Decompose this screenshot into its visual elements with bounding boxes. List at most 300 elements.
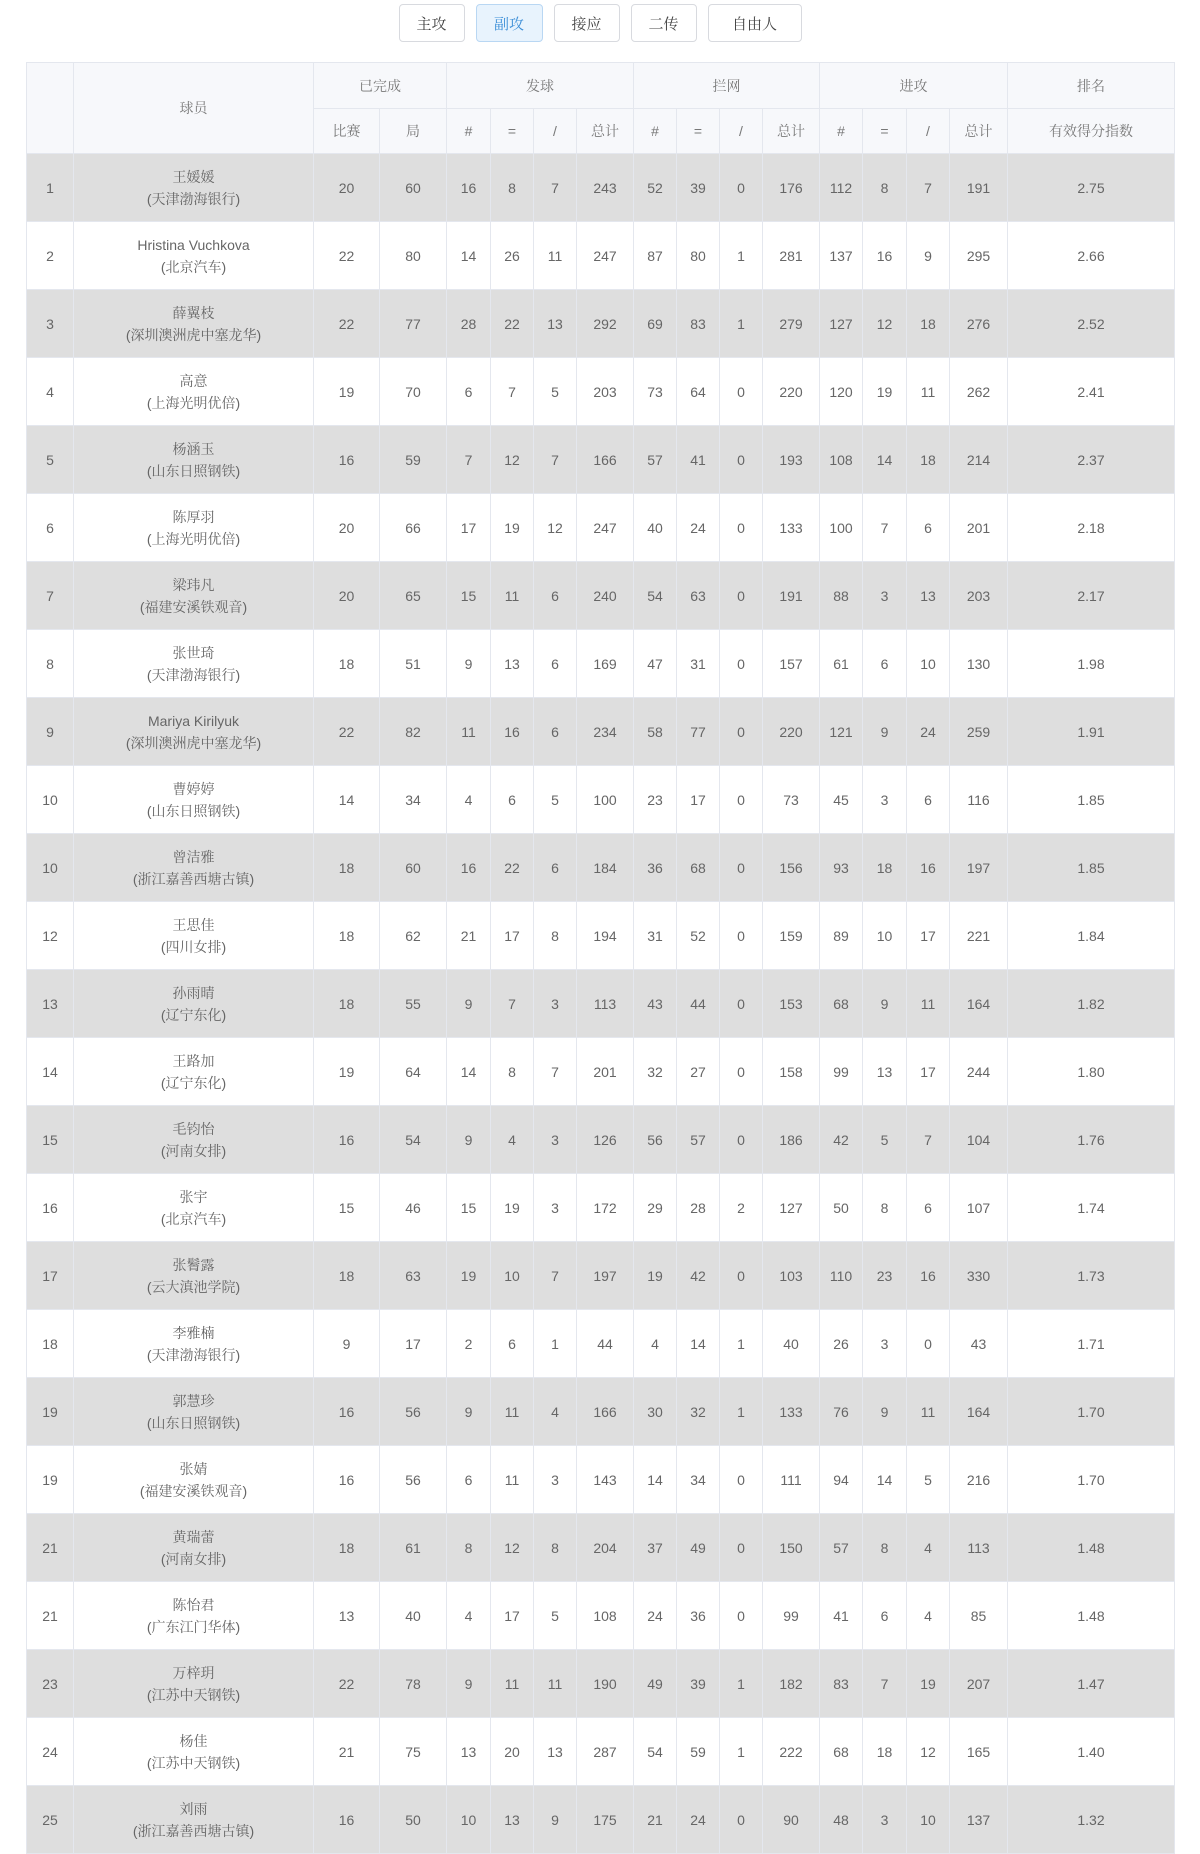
block-slash-cell: 0 [720, 358, 763, 426]
serve-total-cell: 201 [577, 1038, 634, 1106]
attack-slash-cell: 5 [907, 1446, 950, 1514]
block-total-cell: 176 [763, 154, 820, 222]
block-total-cell: 40 [763, 1310, 820, 1378]
attack-total-cell: 262 [950, 358, 1008, 426]
player-cell [74, 154, 314, 222]
header-efficiency-index: 有效得分指数 [1008, 109, 1175, 154]
attack-slash-cell: 12 [907, 1718, 950, 1786]
serve-slash-cell: 13 [534, 1718, 577, 1786]
matches-cell: 19 [314, 1038, 380, 1106]
rank-cell: 8 [27, 630, 74, 698]
serve-slash-cell: 13 [534, 290, 577, 358]
serve-total-cell: 113 [577, 970, 634, 1038]
block-hash-cell: 69 [634, 290, 677, 358]
attack-eq-cell: 8 [863, 154, 907, 222]
block-slash-cell: 0 [720, 494, 763, 562]
block-eq-cell: 24 [677, 1786, 720, 1854]
rank-cell: 10 [27, 766, 74, 834]
player-team: (江苏中天钢铁) [146, 1754, 241, 1771]
serve-slash-cell: 12 [534, 494, 577, 562]
player-name: 高意 [179, 372, 208, 389]
matches-cell: 20 [314, 494, 380, 562]
attack-total-cell: 216 [950, 1446, 1008, 1514]
table-row [27, 1718, 1175, 1786]
attack-hash-cell: 100 [820, 494, 863, 562]
attack-eq-cell: 14 [863, 1446, 907, 1514]
rank-cell: 21 [27, 1582, 74, 1650]
player-cell [74, 426, 314, 494]
efficiency-index-cell: 2.52 [1008, 290, 1175, 358]
serve-hash-cell: 8 [447, 1514, 491, 1582]
rank-cell: 3 [27, 290, 74, 358]
serve-hash-cell: 6 [447, 358, 491, 426]
rank-cell: 4 [27, 358, 74, 426]
player-team: (上海光明优倍) [146, 530, 241, 547]
serve-eq-cell: 22 [491, 290, 534, 358]
block-slash-cell: 0 [720, 1038, 763, 1106]
sets-cell: 40 [380, 1582, 447, 1650]
serve-eq-cell: 12 [491, 426, 534, 494]
serve-slash-cell: 3 [534, 1174, 577, 1242]
matches-cell: 15 [314, 1174, 380, 1242]
attack-slash-cell: 7 [907, 154, 950, 222]
tab-outside-hitter[interactable]: 主攻 [399, 4, 465, 42]
serve-slash-cell: 6 [534, 698, 577, 766]
tab-opposite[interactable]: 接应 [554, 4, 620, 42]
serve-slash-cell: 8 [534, 902, 577, 970]
sets-cell: 63 [380, 1242, 447, 1310]
sets-cell: 46 [380, 1174, 447, 1242]
block-eq-cell: 36 [677, 1582, 720, 1650]
attack-total-cell: 104 [950, 1106, 1008, 1174]
block-eq-cell: 28 [677, 1174, 720, 1242]
block-total-cell: 159 [763, 902, 820, 970]
rank-cell: 23 [27, 1650, 74, 1718]
attack-hash-cell: 93 [820, 834, 863, 902]
attack-eq-cell: 9 [863, 698, 907, 766]
attack-total-cell: 137 [950, 1786, 1008, 1854]
efficiency-index-cell: 1.82 [1008, 970, 1175, 1038]
serve-total-cell: 194 [577, 902, 634, 970]
player-cell [74, 1174, 314, 1242]
player-cell [74, 1786, 314, 1854]
matches-cell: 14 [314, 766, 380, 834]
block-slash-cell: 0 [720, 970, 763, 1038]
matches-cell: 9 [314, 1310, 380, 1378]
matches-cell: 22 [314, 698, 380, 766]
matches-cell: 20 [314, 154, 380, 222]
attack-total-cell: 197 [950, 834, 1008, 902]
header-serve-slash: / [534, 109, 577, 154]
attack-eq-cell: 3 [863, 1786, 907, 1854]
serve-hash-cell: 15 [447, 562, 491, 630]
efficiency-index-cell: 2.41 [1008, 358, 1175, 426]
attack-slash-cell: 10 [907, 630, 950, 698]
block-eq-cell: 17 [677, 766, 720, 834]
attack-eq-cell: 13 [863, 1038, 907, 1106]
serve-total-cell: 126 [577, 1106, 634, 1174]
tab-middle-blocker[interactable]: 副攻 [476, 4, 543, 42]
serve-slash-cell: 5 [534, 1582, 577, 1650]
player-team: (福建安溪铁观音) [139, 1482, 248, 1499]
rank-cell: 2 [27, 222, 74, 290]
player-name: 薛翼枝 [172, 304, 215, 321]
block-slash-cell: 0 [720, 834, 763, 902]
stats-table-body [27, 154, 1175, 1854]
block-eq-cell: 63 [677, 562, 720, 630]
player-name: 曾洁雅 [172, 848, 215, 865]
efficiency-index-cell: 1.73 [1008, 1242, 1175, 1310]
attack-eq-cell: 8 [863, 1514, 907, 1582]
attack-hash-cell: 57 [820, 1514, 863, 1582]
serve-hash-cell: 21 [447, 902, 491, 970]
serve-eq-cell: 17 [491, 902, 534, 970]
serve-slash-cell: 5 [534, 766, 577, 834]
block-total-cell: 127 [763, 1174, 820, 1242]
attack-eq-cell: 10 [863, 902, 907, 970]
serve-eq-cell: 11 [491, 1650, 534, 1718]
attack-eq-cell: 5 [863, 1106, 907, 1174]
serve-eq-cell: 7 [491, 358, 534, 426]
player-team: (上海光明优倍) [146, 394, 241, 411]
attack-total-cell: 295 [950, 222, 1008, 290]
efficiency-index-cell: 2.37 [1008, 426, 1175, 494]
matches-cell: 13 [314, 1582, 380, 1650]
block-eq-cell: 52 [677, 902, 720, 970]
attack-eq-cell: 8 [863, 1174, 907, 1242]
sets-cell: 34 [380, 766, 447, 834]
serve-total-cell: 166 [577, 1378, 634, 1446]
sets-cell: 62 [380, 902, 447, 970]
player-team: (深圳澳洲虎中塞龙华) [125, 326, 262, 343]
player-team: (广东江门华体) [146, 1618, 241, 1635]
player-cell [74, 358, 314, 426]
attack-slash-cell: 24 [907, 698, 950, 766]
block-hash-cell: 73 [634, 358, 677, 426]
sets-cell: 60 [380, 834, 447, 902]
block-slash-cell: 0 [720, 426, 763, 494]
player-cell [74, 834, 314, 902]
player-cell [74, 1106, 314, 1174]
sets-cell: 55 [380, 970, 447, 1038]
block-total-cell: 90 [763, 1786, 820, 1854]
rank-cell: 10 [27, 834, 74, 902]
serve-slash-cell: 3 [534, 1106, 577, 1174]
matches-cell: 16 [314, 1106, 380, 1174]
block-eq-cell: 59 [677, 1718, 720, 1786]
header-player: 球员 [74, 63, 314, 154]
block-slash-cell: 0 [720, 1446, 763, 1514]
serve-hash-cell: 9 [447, 1378, 491, 1446]
serve-hash-cell: 15 [447, 1174, 491, 1242]
serve-eq-cell: 7 [491, 970, 534, 1038]
matches-cell: 18 [314, 1514, 380, 1582]
header-attack-slash: / [907, 109, 950, 154]
rank-cell: 25 [27, 1786, 74, 1854]
player-name: 孙雨晴 [172, 984, 215, 1001]
serve-hash-cell: 4 [447, 1582, 491, 1650]
attack-eq-cell: 7 [863, 494, 907, 562]
efficiency-index-cell: 1.84 [1008, 902, 1175, 970]
attack-eq-cell: 12 [863, 290, 907, 358]
serve-eq-cell: 22 [491, 834, 534, 902]
player-team: (辽宁东化) [160, 1074, 227, 1091]
serve-total-cell: 108 [577, 1582, 634, 1650]
matches-cell: 22 [314, 1650, 380, 1718]
attack-eq-cell: 16 [863, 222, 907, 290]
block-slash-cell: 0 [720, 766, 763, 834]
efficiency-index-cell: 1.76 [1008, 1106, 1175, 1174]
rank-cell: 15 [27, 1106, 74, 1174]
serve-eq-cell: 19 [491, 1174, 534, 1242]
block-hash-cell: 54 [634, 1718, 677, 1786]
matches-cell: 21 [314, 1718, 380, 1786]
attack-total-cell: 130 [950, 630, 1008, 698]
block-slash-cell: 0 [720, 1106, 763, 1174]
header-sets: 局 [380, 109, 447, 154]
tab-setter[interactable]: 二传 [631, 4, 697, 42]
block-total-cell: 220 [763, 358, 820, 426]
serve-slash-cell: 7 [534, 154, 577, 222]
block-hash-cell: 43 [634, 970, 677, 1038]
attack-slash-cell: 6 [907, 494, 950, 562]
block-total-cell: 150 [763, 1514, 820, 1582]
block-eq-cell: 27 [677, 1038, 720, 1106]
sets-cell: 70 [380, 358, 447, 426]
player-cell [74, 766, 314, 834]
attack-total-cell: 207 [950, 1650, 1008, 1718]
attack-hash-cell: 76 [820, 1378, 863, 1446]
sets-cell: 77 [380, 290, 447, 358]
player-name: 王思佳 [172, 916, 215, 933]
block-eq-cell: 83 [677, 290, 720, 358]
sets-cell: 17 [380, 1310, 447, 1378]
serve-slash-cell: 3 [534, 970, 577, 1038]
attack-hash-cell: 45 [820, 766, 863, 834]
header-matches: 比赛 [314, 109, 380, 154]
block-eq-cell: 64 [677, 358, 720, 426]
attack-total-cell: 116 [950, 766, 1008, 834]
serve-eq-cell: 12 [491, 1514, 534, 1582]
block-hash-cell: 56 [634, 1106, 677, 1174]
block-slash-cell: 0 [720, 562, 763, 630]
table-row [27, 1242, 1175, 1310]
serve-eq-cell: 4 [491, 1106, 534, 1174]
block-slash-cell: 0 [720, 1242, 763, 1310]
attack-hash-cell: 89 [820, 902, 863, 970]
serve-total-cell: 247 [577, 494, 634, 562]
table-row [27, 426, 1175, 494]
header-group-completed: 已完成 [314, 63, 447, 109]
player-name: 毛钧怡 [172, 1120, 215, 1137]
serve-slash-cell: 3 [534, 1446, 577, 1514]
player-team: (河南女排) [160, 1550, 227, 1567]
serve-slash-cell: 5 [534, 358, 577, 426]
attack-slash-cell: 16 [907, 1242, 950, 1310]
attack-slash-cell: 9 [907, 222, 950, 290]
attack-eq-cell: 3 [863, 562, 907, 630]
block-hash-cell: 32 [634, 1038, 677, 1106]
attack-slash-cell: 7 [907, 1106, 950, 1174]
block-slash-cell: 0 [720, 154, 763, 222]
rank-cell: 21 [27, 1514, 74, 1582]
player-cell [74, 562, 314, 630]
matches-cell: 18 [314, 630, 380, 698]
serve-eq-cell: 20 [491, 1718, 534, 1786]
attack-hash-cell: 83 [820, 1650, 863, 1718]
efficiency-index-cell: 1.40 [1008, 1718, 1175, 1786]
rank-cell: 9 [27, 698, 74, 766]
table-row [27, 1650, 1175, 1718]
serve-total-cell: 243 [577, 154, 634, 222]
block-hash-cell: 36 [634, 834, 677, 902]
player-name: Hristina Vuchkova [137, 236, 250, 253]
rank-cell: 1 [27, 154, 74, 222]
efficiency-index-cell: 1.71 [1008, 1310, 1175, 1378]
matches-cell: 22 [314, 290, 380, 358]
serve-hash-cell: 17 [447, 494, 491, 562]
table-row [27, 902, 1175, 970]
attack-slash-cell: 11 [907, 1378, 950, 1446]
block-slash-cell: 0 [720, 1582, 763, 1650]
sets-cell: 59 [380, 426, 447, 494]
serve-eq-cell: 11 [491, 1446, 534, 1514]
rank-cell: 7 [27, 562, 74, 630]
table-row [27, 1446, 1175, 1514]
player-team: (天津渤海银行) [146, 190, 241, 207]
block-total-cell: 182 [763, 1650, 820, 1718]
serve-total-cell: 175 [577, 1786, 634, 1854]
table-row [27, 1378, 1175, 1446]
player-name: 郭慧珍 [172, 1392, 215, 1409]
block-eq-cell: 77 [677, 698, 720, 766]
serve-total-cell: 100 [577, 766, 634, 834]
attack-total-cell: 201 [950, 494, 1008, 562]
efficiency-index-cell: 2.17 [1008, 562, 1175, 630]
serve-total-cell: 143 [577, 1446, 634, 1514]
player-team: (山东日照钢铁) [146, 802, 241, 819]
efficiency-index-cell: 1.48 [1008, 1514, 1175, 1582]
attack-eq-cell: 6 [863, 630, 907, 698]
header-attack-hash: # [820, 109, 863, 154]
player-name: 张婧 [179, 1460, 208, 1477]
tab-libero[interactable]: 自由人 [708, 4, 802, 42]
serve-eq-cell: 11 [491, 562, 534, 630]
block-eq-cell: 31 [677, 630, 720, 698]
attack-hash-cell: 26 [820, 1310, 863, 1378]
rank-cell: 13 [27, 970, 74, 1038]
block-eq-cell: 41 [677, 426, 720, 494]
attack-total-cell: 113 [950, 1514, 1008, 1582]
player-team: (河南女排) [160, 1142, 227, 1159]
player-name: 黄瑞蕾 [172, 1528, 215, 1545]
serve-slash-cell: 11 [534, 222, 577, 290]
block-hash-cell: 14 [634, 1446, 677, 1514]
attack-hash-cell: 50 [820, 1174, 863, 1242]
block-hash-cell: 49 [634, 1650, 677, 1718]
rank-cell: 19 [27, 1446, 74, 1514]
block-hash-cell: 31 [634, 902, 677, 970]
header-block-slash: / [720, 109, 763, 154]
matches-cell: 20 [314, 562, 380, 630]
player-team: (天津渤海银行) [146, 1346, 241, 1363]
serve-slash-cell: 6 [534, 834, 577, 902]
attack-total-cell: 85 [950, 1582, 1008, 1650]
player-name: Mariya Kirilyuk [147, 712, 239, 729]
block-slash-cell: 1 [720, 1718, 763, 1786]
table-row [27, 1174, 1175, 1242]
attack-hash-cell: 120 [820, 358, 863, 426]
table-row [27, 1310, 1175, 1378]
attack-slash-cell: 4 [907, 1582, 950, 1650]
player-name: 王路加 [172, 1052, 215, 1069]
block-slash-cell: 1 [720, 1310, 763, 1378]
attack-slash-cell: 13 [907, 562, 950, 630]
player-name: 万梓玥 [172, 1664, 215, 1681]
rank-cell: 6 [27, 494, 74, 562]
attack-total-cell: 214 [950, 426, 1008, 494]
matches-cell: 18 [314, 834, 380, 902]
block-total-cell: 103 [763, 1242, 820, 1310]
header-serve-total: 总计 [577, 109, 634, 154]
player-name: 杨佳 [179, 1732, 208, 1749]
serve-total-cell: 292 [577, 290, 634, 358]
player-team: (浙江嘉善西塘古镇) [132, 870, 255, 887]
serve-total-cell: 184 [577, 834, 634, 902]
player-cell [74, 970, 314, 1038]
attack-hash-cell: 48 [820, 1786, 863, 1854]
player-team: (北京汽车) [160, 258, 227, 275]
stats-table-container [26, 62, 1174, 1854]
table-row [27, 494, 1175, 562]
block-hash-cell: 23 [634, 766, 677, 834]
attack-total-cell: 330 [950, 1242, 1008, 1310]
sets-cell: 64 [380, 1038, 447, 1106]
attack-hash-cell: 127 [820, 290, 863, 358]
serve-total-cell: 166 [577, 426, 634, 494]
matches-cell: 16 [314, 1446, 380, 1514]
attack-eq-cell: 14 [863, 426, 907, 494]
rank-cell: 16 [27, 1174, 74, 1242]
serve-total-cell: 190 [577, 1650, 634, 1718]
block-total-cell: 157 [763, 630, 820, 698]
serve-slash-cell: 1 [534, 1310, 577, 1378]
serve-hash-cell: 9 [447, 630, 491, 698]
player-team: (深圳澳洲虎中塞龙华) [125, 734, 262, 751]
serve-slash-cell: 7 [534, 1242, 577, 1310]
table-row [27, 698, 1175, 766]
block-hash-cell: 40 [634, 494, 677, 562]
matches-cell: 18 [314, 1242, 380, 1310]
serve-hash-cell: 10 [447, 1786, 491, 1854]
attack-slash-cell: 0 [907, 1310, 950, 1378]
attack-total-cell: 221 [950, 902, 1008, 970]
block-total-cell: 111 [763, 1446, 820, 1514]
serve-hash-cell: 19 [447, 1242, 491, 1310]
player-cell [74, 1446, 314, 1514]
serve-eq-cell: 8 [491, 154, 534, 222]
attack-eq-cell: 6 [863, 1582, 907, 1650]
attack-eq-cell: 7 [863, 1650, 907, 1718]
player-name: 张宇 [179, 1188, 208, 1205]
player-name: 刘雨 [179, 1800, 208, 1817]
serve-total-cell: 197 [577, 1242, 634, 1310]
serve-eq-cell: 13 [491, 1786, 534, 1854]
rank-cell: 24 [27, 1718, 74, 1786]
serve-slash-cell: 4 [534, 1378, 577, 1446]
player-cell [74, 1582, 314, 1650]
position-tabs [0, 4, 1200, 42]
